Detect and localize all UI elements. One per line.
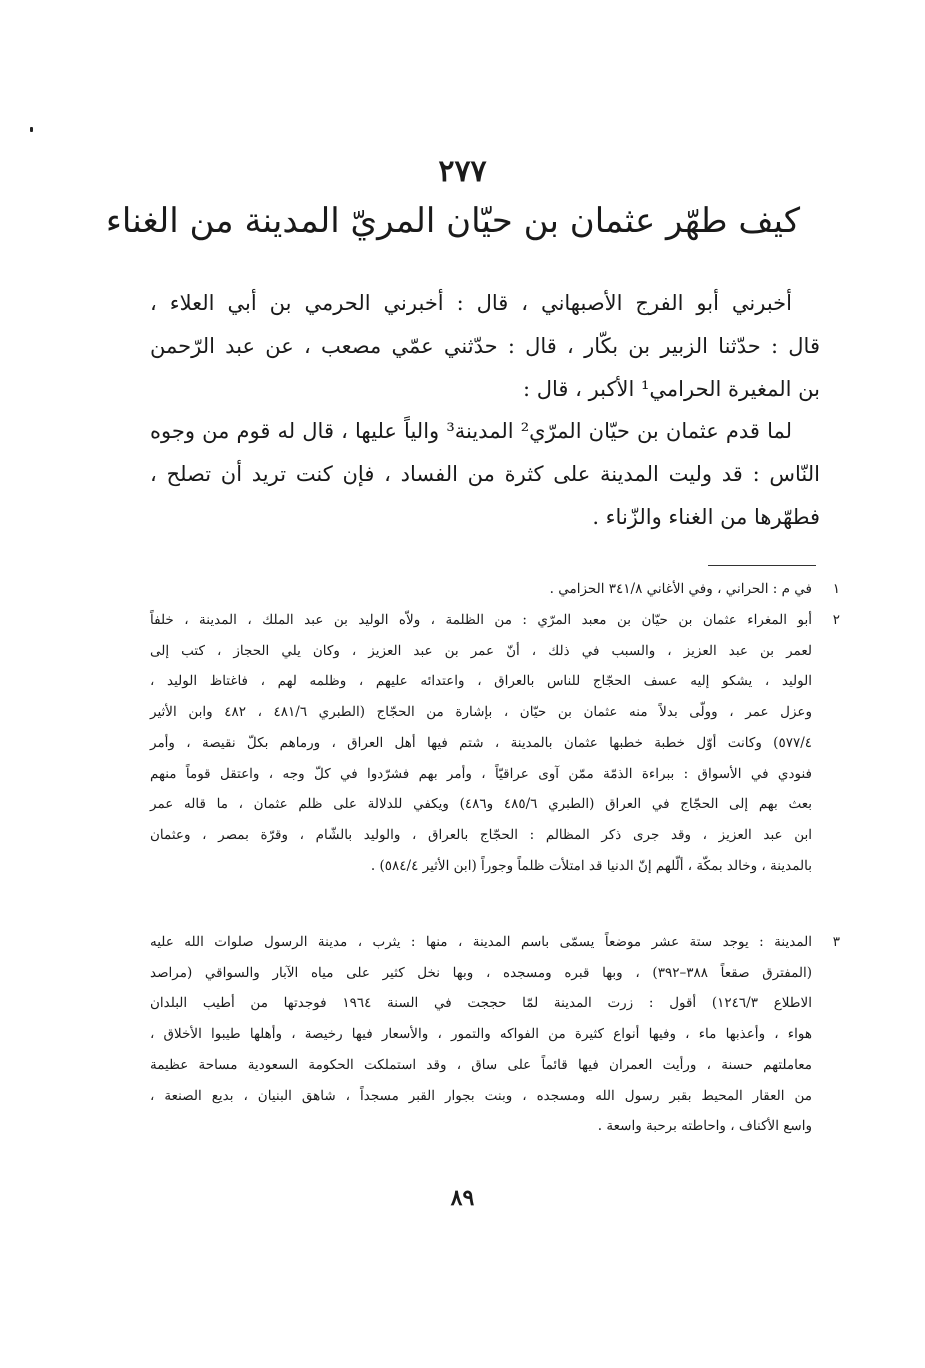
paragraph-line: فطهّرها من الغناء والزّناء .: [592, 505, 820, 529]
footnote-number: ٢: [832, 612, 840, 628]
ink-speck: [30, 127, 33, 132]
footnote-line: (المفترق صقعاً ٣٨٨–٣٩٢) ، وبها قبره ومسجده ، وبها نخل كثير على مياه الآبار والسواقي (مراصد: [150, 964, 813, 981]
footnote-line: هواء ، وأعذبها ماء ، وفيها أنواع كثيرة من الفواكه والتمور ، والأسعار فيها رخيصة ، وأهلها طيبوا الأخلاق ،: [150, 1026, 812, 1043]
chapter-number: ٢٧٧: [438, 154, 487, 189]
footnote-line: بعث بهم إلى الحجّاج في العراق (الطبري ٤٨٥/٦ و٤٨٦) ويكفي للدلالة على ظلم عثمان ، ما قاله عمر: [150, 796, 812, 813]
footnote-line: من العقار المحيط بقبر رسول الله ومسجده ، وبنت بجوار القبر مسجداً ، شاهق البنيان ، بديع الصنعة ،: [150, 1087, 812, 1104]
chapter-title: كيف طهّر عثمان بن حيّان المريّ المدينة من الغناء: [105, 201, 800, 241]
footnote-line: فنودي في الأسواق : ببراءة الذمّة ممّن آوى عراقيّاً ، وأمر بهم فشرّدوا في كلّ وجه ، واعتقل قوماً منهم: [150, 765, 812, 782]
footnote-line: المدينة : يوجد ستة عشر موضعاً يسمّى باسم المدينة ، منها : يثرب ، مدينة الرسول صلوات الله عليه: [150, 934, 812, 950]
paragraph-line: أخبرني أبو الفرج الأصبهاني ، قال : أخبرني الحرمي بن أبي العلاء ،: [150, 291, 792, 315]
footnote-number: ١: [832, 581, 840, 597]
paragraph-line: قال : حدّثنا الزبير بن بكّار ، قال : حدّثني عمّي مصعب ، عن عبد الرّحمن: [150, 334, 820, 358]
footnote-line: في م : الحراني ، وفي الأغاني ٣٤١/٨ الحزامي .: [549, 581, 812, 597]
footnote-line: وعزل عمر ، وولّى بدلاً منه عثمان بن حيّان ، بإشارة من الحجّاج (الطبري ٤٨١/٦ ، ٤٨٢ وابن الأثير: [150, 704, 812, 721]
footnote-separator: [708, 565, 816, 566]
page-number: ٨٩: [450, 1185, 475, 1211]
footnote-line: ابن عبد العزيز ، وقد جرى ذكر المظالم : الحجّاج بالعراق ، والوليد بالشّام ، وقرّة بمصر ، وعثمان: [150, 826, 812, 843]
footnote-line: الاطلاع ١٢٤٦/٣) أقول : زرت المدينة لمّا حججت في السنة ١٩٦٤ فوجدتها من أطيب البلدان: [150, 995, 813, 1012]
paragraph-2: [150, 410, 820, 539]
footnote-line: أبو المغراء عثمان بن حيّان بن معبد المرّي : من الظلمة ، ولاّه الوليد بن عبد الملك ، المدينة ، خلفاً: [150, 612, 812, 628]
footnote-line: ٥٧٧/٤) وكانت أوّل خطبة خطبها عثمان بالمدينة ، شتم فيها أهل العراق ، ورماهم بكلّ نقيصة ، وأمر: [150, 734, 812, 751]
footnote-line: لعمر بن عبد العزيز ، والسبب في ذلك ، أنّ عمر بن عبد العزيز ، وكان يلي الحجاز ، كتب إلى: [150, 642, 812, 659]
paragraph-line: لما قدم عثمان بن حيّان المرّي² المدينة³ والياً عليها ، قال له قوم من وجوه: [150, 419, 793, 443]
footnote-number: ٣: [832, 934, 840, 950]
footnote-line: الوليد ، يشكو إليه عسف الحجّاج للناس بالعراق ، واعتدائه عليهم ، وظلمه لهم ، فاغتاظ الوليد ،: [150, 673, 812, 690]
footnote-1: [150, 574, 840, 605]
footnote-line: واسع الأكناف ، واحاطته برحبة واسعة .: [597, 1118, 812, 1135]
paragraph-1: [150, 282, 820, 411]
paragraph-line: النّاس : قد وليت المدينة على كثرة من الفساد ، فإن كنت تريد أن تصلح ،: [150, 462, 820, 486]
footnote-line: معاملتهم حسنة ، ورأيت العمران فيها قائماً على ساق ، وقد استملكت الحكومة السعودية مساحة عظيمة: [150, 1056, 812, 1073]
footnote-line: بالمدينة ، وخالد بمكّة ، ألّلهم إنّ الدنيا قد امتلأت ظلماً وجوراً (ابن الأثير ٥٨٤/٤) .: [370, 857, 812, 874]
paragraph-line: بن المغيرة الحرامي¹ الأكبر ، قال :: [523, 377, 820, 401]
footnote-2: [150, 605, 840, 881]
footnote-3: [150, 927, 840, 1142]
